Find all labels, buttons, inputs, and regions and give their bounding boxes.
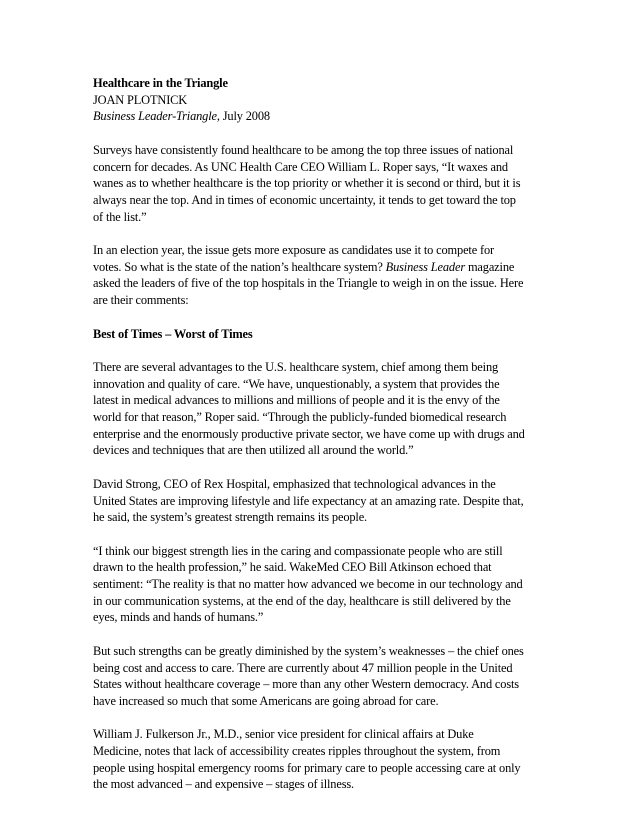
- paragraph-line: concern for decades. As UNC Health Care CEO William L. Roper says, “It waxes and: [93, 159, 508, 174]
- paragraph-text: votes. So what is the state of the nation’s healthcare system?: [93, 259, 386, 274]
- intro-paragraph-2: [93, 242, 555, 309]
- paragraph-line: In an election year, the issue gets more exposure as candidates use it to compete for: [93, 243, 495, 257]
- document-page: [93, 75, 555, 810]
- paragraph-line: But such strengths can be greatly diminished by the system’s weaknesses – the chief ones: [93, 643, 524, 658]
- paragraph-line: David Strong, CEO of Rex Hospital, emphasized that technological advances in the: [93, 476, 496, 491]
- paragraph-line: drawn to the health profession,” he said. WakeMed CEO Bill Atkinson echoed that: [93, 560, 492, 575]
- section-heading-block: [93, 326, 555, 343]
- paragraph-line: Medicine, notes that lack of accessibility creates ripples throughout the system, from: [93, 744, 501, 758]
- paragraph-line: world for that reason,” Roper said. “Through the publicly-funded biomedical research: [93, 410, 507, 424]
- paragraph-line: the most advanced – and expensive – stages of illness.: [93, 777, 354, 792]
- article-author: JOAN PLOTNICK: [93, 92, 188, 107]
- article-title: Healthcare in the Triangle: [93, 76, 228, 90]
- section-heading: Best of Times – Worst of Times: [93, 326, 253, 341]
- paragraph-line: William J. Fulkerson Jr., M.D., senior vice president for clinical affairs at Duke: [93, 727, 474, 742]
- paragraph-line: [93, 259, 555, 276]
- paragraph-line: asked the leaders of five of the top hospitals in the Triangle to weigh in on the issue. Here: [93, 276, 524, 291]
- magazine-name: Business Leader: [385, 259, 465, 274]
- publication-date: , July 2008: [216, 109, 270, 124]
- paragraph-line: of the list.”: [93, 209, 147, 224]
- paragraph-line: wanes as to whether healthcare is the top priority or whether it is second or third, but it is: [93, 176, 521, 191]
- paragraph-line: innovation and quality of care. “We have, unquestionably, a system that provides the: [93, 376, 500, 391]
- paragraph-line: in our communication systems, at the end of the day, healthcare is still delivered by the: [93, 593, 511, 608]
- paragraph-line: United States are improving lifestyle and life expectancy at an amazing rate. Despite that,: [93, 493, 524, 508]
- paragraph-line: devices and techniques that are then utilized all around the world.”: [93, 443, 414, 458]
- paragraph-line: people using hospital emergency rooms for primary care to people accessing care at only: [93, 760, 521, 775]
- publication-name: Business Leader-Triangle: [93, 109, 217, 124]
- paragraph-line: he said, the system’s greatest strength remains its people.: [93, 510, 368, 525]
- section-paragraph-5: [93, 726, 555, 793]
- section-paragraph-4: [93, 643, 555, 710]
- paragraph-line: States without healthcare coverage – more than any other Western democracy. And costs: [93, 677, 519, 692]
- paragraph-line: are their comments:: [93, 293, 189, 308]
- paragraph-line: have increased so much that some Americans are going abroad for care.: [93, 693, 439, 708]
- article-source: [93, 108, 555, 125]
- paragraph-line: There are several advantages to the U.S. healthcare system, chief among them being: [93, 359, 499, 374]
- intro-paragraph-1: [93, 142, 555, 226]
- section-paragraph-3: [93, 543, 555, 627]
- paragraph-line: Surveys have consistently found healthcare to be among the top three issues of national: [93, 142, 514, 157]
- section-paragraph-1: [93, 359, 555, 459]
- section-paragraph-2: [93, 476, 555, 526]
- article-header: [93, 75, 555, 125]
- paragraph-text: magazine: [465, 259, 515, 274]
- paragraph-line: always near the top. And in times of economic uncertainty, it tends to get toward the top: [93, 192, 516, 207]
- paragraph-line: “I think our biggest strength lies in the caring and compassionate people who are still: [93, 543, 503, 558]
- paragraph-line: eyes, minds and hands of humans.”: [93, 610, 264, 625]
- paragraph-line: latest in medical advances to millions and millions of people and it is the envy of the: [93, 393, 500, 408]
- paragraph-line: sentiment: “The reality is that no matter how advanced we become in our technology and: [93, 577, 523, 591]
- paragraph-line: enterprise and the enormously productive private sector, we have come up with drugs and: [93, 426, 525, 441]
- paragraph-line: being cost and access to care. There are currently about 47 million people in the United: [93, 660, 513, 675]
